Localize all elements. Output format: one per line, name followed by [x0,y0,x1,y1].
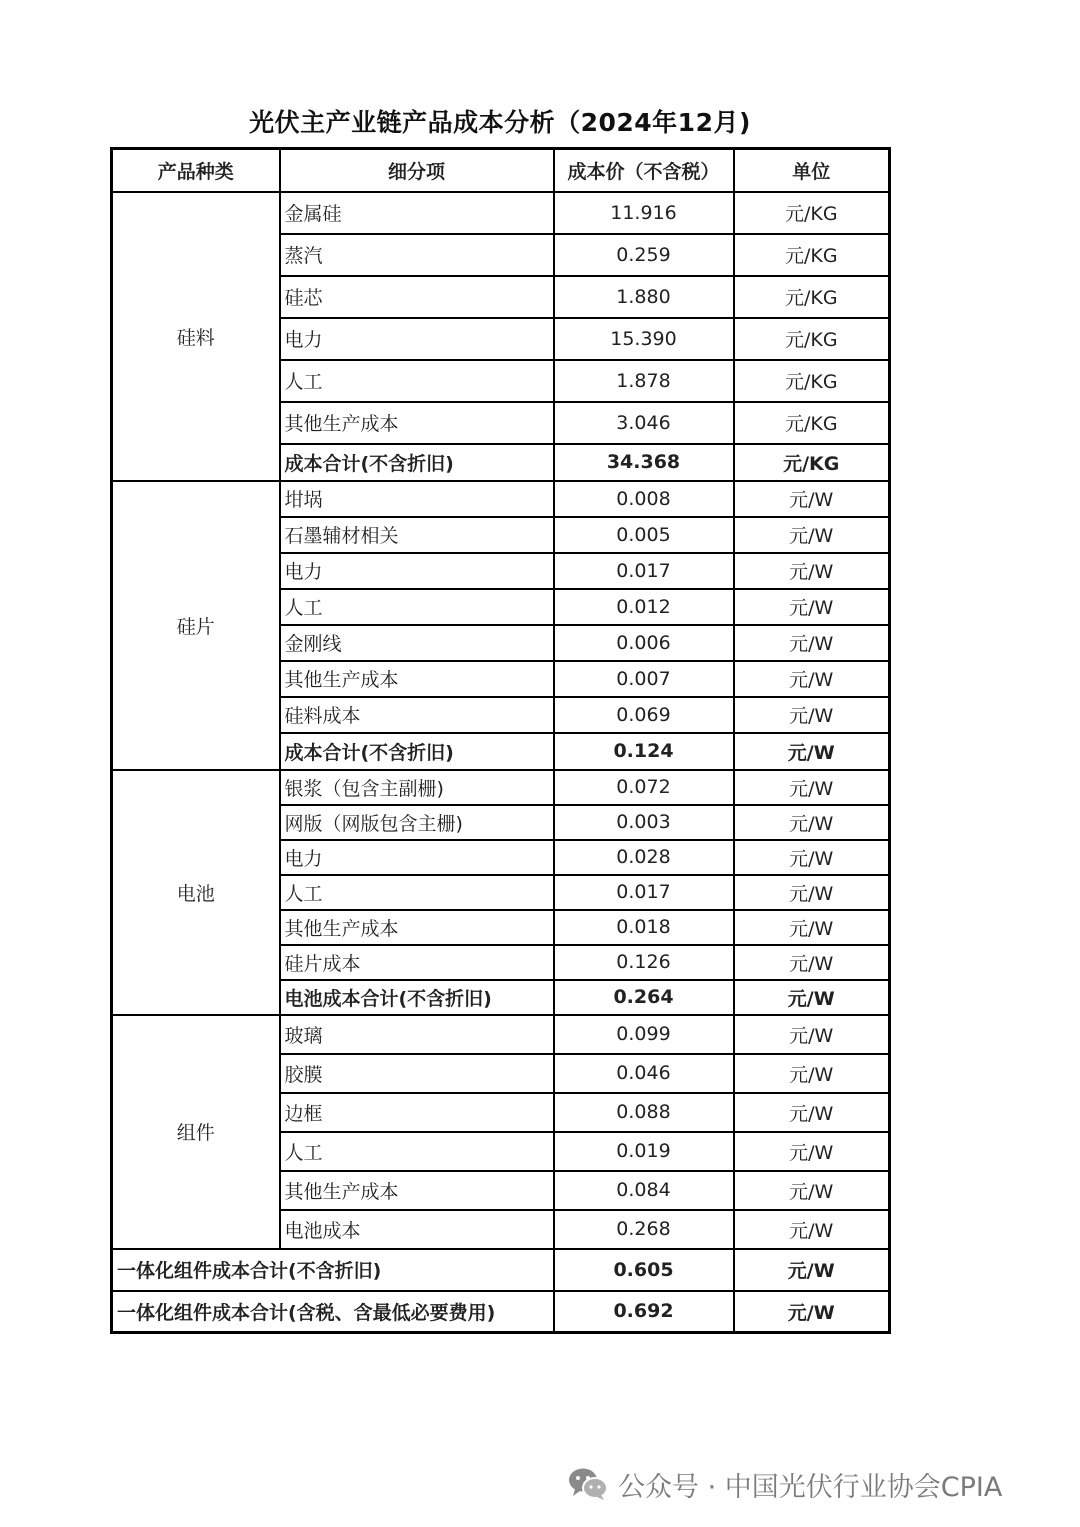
table-row [112,1015,890,1054]
cost-value-cell: 0.259 [554,234,734,276]
unit-cell: 元/W [734,517,890,553]
item-cell: 银浆（包含主副栅) [280,770,554,805]
item-cell: 边框 [280,1093,554,1132]
cost-table [110,147,891,1334]
cost-value-cell: 0.006 [554,625,734,661]
watermark [568,1462,1002,1506]
unit-cell: 元/KG [734,276,890,318]
item-cell: 其他生产成本 [280,661,554,697]
item-cell: 蒸汽 [280,234,554,276]
cost-value-cell: 15.390 [554,318,734,360]
unit-cell: 元/W [734,980,890,1015]
cost-value-cell: 0.005 [554,517,734,553]
cost-value-cell: 0.012 [554,589,734,625]
category-cell: 电池 [112,770,280,1015]
grand-total-value: 0.605 [554,1249,734,1291]
unit-cell: 元/W [734,840,890,875]
cost-value-cell: 0.018 [554,910,734,945]
unit-cell: 元/W [734,481,890,517]
item-cell: 其他生产成本 [280,1171,554,1210]
page-title: 光伏主产业链产品成本分析（2024年12月) [249,108,751,137]
unit-cell: 元/KG [734,318,890,360]
item-cell: 石墨辅材相关 [280,517,554,553]
item-cell: 成本合计(不含折旧) [280,444,554,481]
header-item: 细分项 [280,149,554,192]
item-cell: 玻璃 [280,1015,554,1054]
unit-cell: 元/W [734,1132,890,1171]
item-cell: 金属硅 [280,192,554,234]
item-cell: 电池成本合计(不含折旧) [280,980,554,1015]
cost-value-cell: 0.124 [554,733,734,770]
cost-value-cell: 34.368 [554,444,734,481]
unit-cell: 元/W [734,945,890,980]
category-cell: 硅片 [112,481,280,770]
item-cell: 电池成本 [280,1210,554,1249]
unit-cell: 元/KG [734,360,890,402]
header-unit: 单位 [734,149,890,192]
cost-value-cell: 0.008 [554,481,734,517]
item-cell: 硅芯 [280,276,554,318]
unit-cell: 元/W [734,1015,890,1054]
item-cell: 坩埚 [280,481,554,517]
cost-value-cell: 0.099 [554,1015,734,1054]
unit-cell: 元/W [734,770,890,805]
item-cell: 人工 [280,1132,554,1171]
unit-cell: 元/W [734,875,890,910]
header-category: 产品种类 [112,149,280,192]
category-cell: 组件 [112,1015,280,1249]
unit-cell: 元/W [734,805,890,840]
unit-cell: 元/W [734,625,890,661]
unit-cell: 元/W [734,1093,890,1132]
cost-value-cell: 0.126 [554,945,734,980]
table-row [112,192,890,234]
item-cell: 人工 [280,360,554,402]
item-cell: 人工 [280,589,554,625]
cost-value-cell: 0.046 [554,1054,734,1093]
item-cell: 硅片成本 [280,945,554,980]
cost-value-cell: 0.017 [554,875,734,910]
grand-total-row [112,1291,890,1333]
item-cell: 人工 [280,875,554,910]
cost-value-cell: 0.007 [554,661,734,697]
grand-total-value: 0.692 [554,1291,734,1333]
item-cell: 成本合计(不含折旧) [280,733,554,770]
unit-cell: 元/W [734,1210,890,1249]
table-row [112,770,890,805]
item-cell: 硅料成本 [280,697,554,733]
item-cell: 电力 [280,553,554,589]
cost-value-cell: 0.019 [554,1132,734,1171]
unit-cell: 元/W [734,1171,890,1210]
grand-total-unit: 元/W [734,1249,890,1291]
unit-cell: 元/W [734,910,890,945]
cost-value-cell: 3.046 [554,402,734,444]
cost-value-cell: 0.084 [554,1171,734,1210]
grand-total-row [112,1249,890,1291]
item-cell: 电力 [280,318,554,360]
cost-value-cell: 0.072 [554,770,734,805]
category-cell: 硅料 [112,192,280,481]
cost-value-cell: 0.003 [554,805,734,840]
unit-cell: 元/KG [734,444,890,481]
unit-cell: 元/KG [734,234,890,276]
item-cell: 胶膜 [280,1054,554,1093]
cost-value-cell: 11.916 [554,192,734,234]
header-cost: 成本价（不含税） [554,149,734,192]
watermark-text: 公众号 · 中国光伏行业协会CPIA [618,1471,1003,1503]
grand-total-unit: 元/W [734,1291,890,1333]
unit-cell: 元/KG [734,402,890,444]
table-body [112,192,890,1333]
unit-cell: 元/W [734,661,890,697]
cost-value-cell: 0.028 [554,840,734,875]
cost-value-cell: 1.880 [554,276,734,318]
table-row [112,481,890,517]
item-cell: 网版（网版包含主栅) [280,805,554,840]
unit-cell: 元/W [734,553,890,589]
unit-cell: 元/KG [734,192,890,234]
cost-value-cell: 0.088 [554,1093,734,1132]
unit-cell: 元/W [734,1054,890,1093]
item-cell: 其他生产成本 [280,402,554,444]
header-row [112,149,890,192]
item-cell: 金刚线 [280,625,554,661]
wechat-icon [568,1467,608,1501]
cost-value-cell: 0.264 [554,980,734,1015]
grand-total-label: 一体化组件成本合计(含税、含最低必要费用) [112,1291,554,1333]
cost-value-cell: 1.878 [554,360,734,402]
unit-cell: 元/W [734,697,890,733]
cost-value-cell: 0.069 [554,697,734,733]
cost-value-cell: 0.017 [554,553,734,589]
item-cell: 电力 [280,840,554,875]
unit-cell: 元/W [734,589,890,625]
item-cell: 其他生产成本 [280,910,554,945]
unit-cell: 元/W [734,733,890,770]
cost-value-cell: 0.268 [554,1210,734,1249]
grand-total-label: 一体化组件成本合计(不含折旧) [112,1249,554,1291]
